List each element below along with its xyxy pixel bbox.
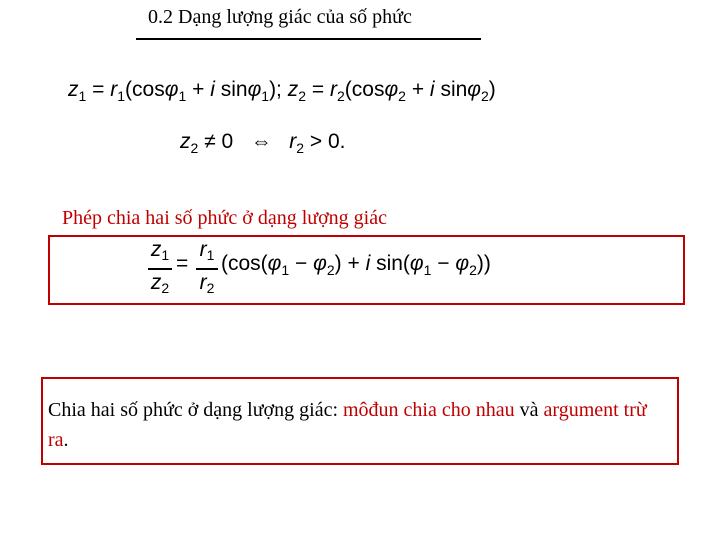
equals-sign: = (176, 252, 189, 275)
slide-title: 0.2 Dạng lượng giác của số phức (148, 6, 412, 28)
fraction-r1-over-r2: $r_1$ $r_2$ (196, 238, 218, 300)
division-heading: Phép chia hai số phức ở dạng lượng giác (62, 207, 387, 229)
trig-form-formula: $z_1 = r_1(\cos\varphi_1 + i$ sinφ$_1$); $z_2 = r_2(\cos\varphi_2 + i$ sinφ$_2$) (68, 78, 496, 104)
nonzero-condition-formula: $z_2 \ne 0$ ⇔ $r_2 > 0$. (180, 130, 346, 156)
division-trig-expression: ($\cos(\varphi_1 - \varphi_2) + i$ $\sin(\varphi_1 - \varphi_2)$) (221, 252, 491, 278)
fraction-bar (148, 268, 172, 270)
fraction-z1-over-z2: $z_1$ $z_2$ (148, 238, 172, 300)
summary-highlight-modulus: môđun chia cho nhau (343, 399, 515, 421)
title-underline (136, 38, 481, 40)
fraction-bar (196, 268, 218, 270)
summary-highlight-argument: argument trừ ra (48, 399, 647, 451)
summary-text: Chia hai số phức ở dạng lượng giác: môđun chia cho nhau và argument trừ ra. (48, 399, 647, 451)
